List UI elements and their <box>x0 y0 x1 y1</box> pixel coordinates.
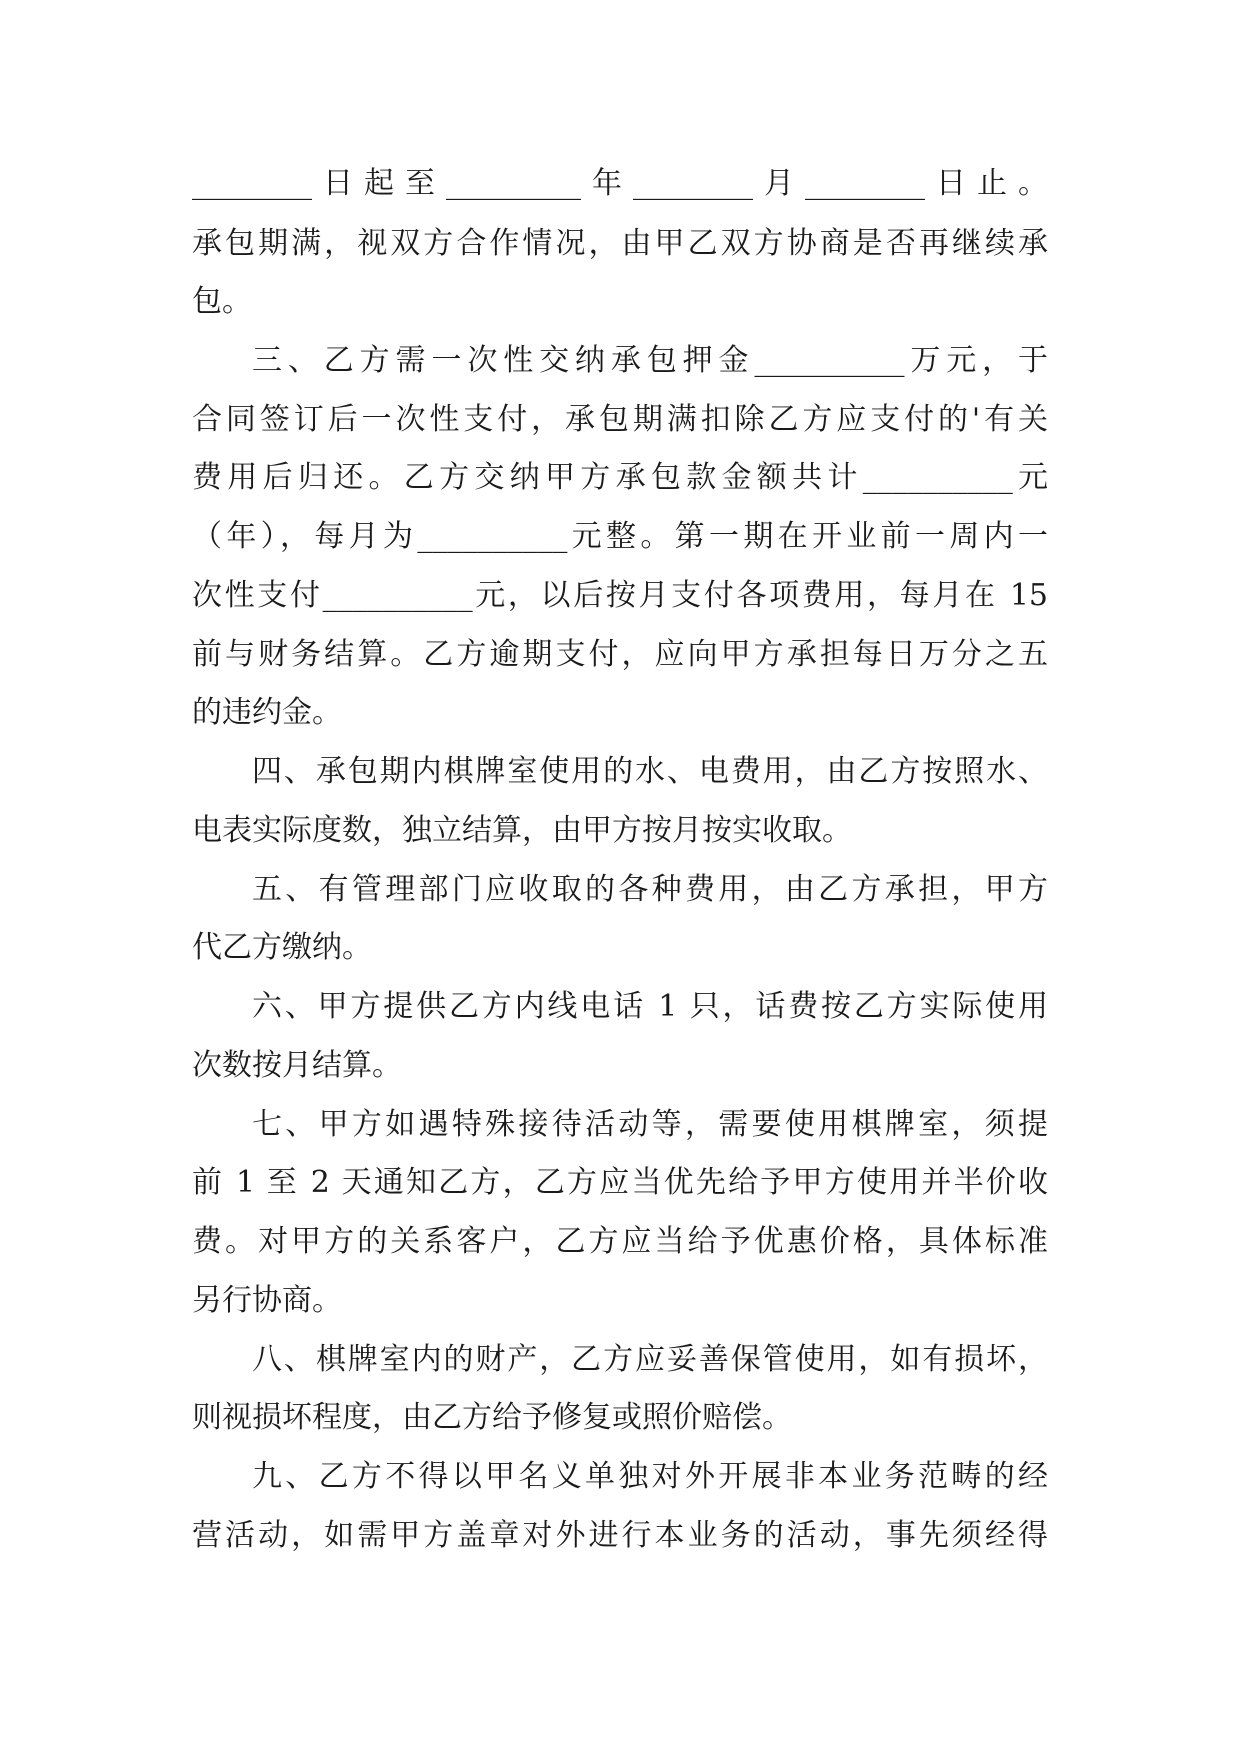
text-line: 包。 <box>192 284 252 319</box>
text-line: 电表实际度数，独立结算，由甲方按月按实收取。 <box>192 813 852 848</box>
text-line: 五、有管理部门应收取的各种费用，由乙方承担，甲方 <box>252 872 1048 907</box>
text-line: 费。对甲方的关系客户，乙方应当给予优惠价格，具体标准 <box>192 1224 1048 1259</box>
text-line: 四、承包期内棋牌室使用的水、电费用，由乙方按照水、 <box>252 754 1048 789</box>
text-line: 营活动，如需甲方盖章对外进行本业务的活动，事先须经得 <box>192 1518 1048 1553</box>
text-line: 七、甲方如遇特殊接待活动等，需要使用棋牌室，须提 <box>252 1107 1048 1142</box>
text-line: 合同签订后一次性支付，承包期满扣除乙方应支付的'有关 <box>192 402 1048 437</box>
text-line: 代乙方缴纳。 <box>192 930 372 965</box>
text-line: 前与财务结算。乙方逾期支付，应向甲方承担每日万分之五 <box>192 637 1048 672</box>
text-line: 九、乙方不得以甲名义单独对外开展非本业务范畴的经 <box>252 1459 1048 1494</box>
text-line: 次性支付__________元，以后按月支付各项费用，每月在 15 <box>192 578 1048 613</box>
text-line: 六、甲方提供乙方内线电话 1 只，话费按乙方实际使用 <box>252 989 1048 1024</box>
text-line: （年），每月为__________元整。第一期在开业前一周内一 <box>192 519 1048 554</box>
text-line: 三、乙方需一次性交纳承包押金__________万元，于 <box>252 343 1048 378</box>
text-line: 则视损坏程度，由乙方给予修复或照价赔偿。 <box>192 1400 792 1435</box>
text-line: 承包期满，视双方合作情况，由甲乙双方协商是否再继续承 <box>192 226 1048 261</box>
text-line: 另行协商。 <box>192 1283 342 1318</box>
text-line: ________日起至_________年________月________日止。 <box>192 166 1048 201</box>
text-line: 八、棋牌室内的财产，乙方应妥善保管使用，如有损坏， <box>252 1342 1048 1377</box>
text-line: 次数按月结算。 <box>192 1048 402 1083</box>
text-line: 前 1 至 2 天通知乙方，乙方应当优先给予甲方使用并半价收 <box>192 1165 1048 1200</box>
text-line: 费用后归还。乙方交纳甲方承包款金额共计__________元 <box>192 460 1048 495</box>
text-line: 的违约金。 <box>192 695 342 730</box>
